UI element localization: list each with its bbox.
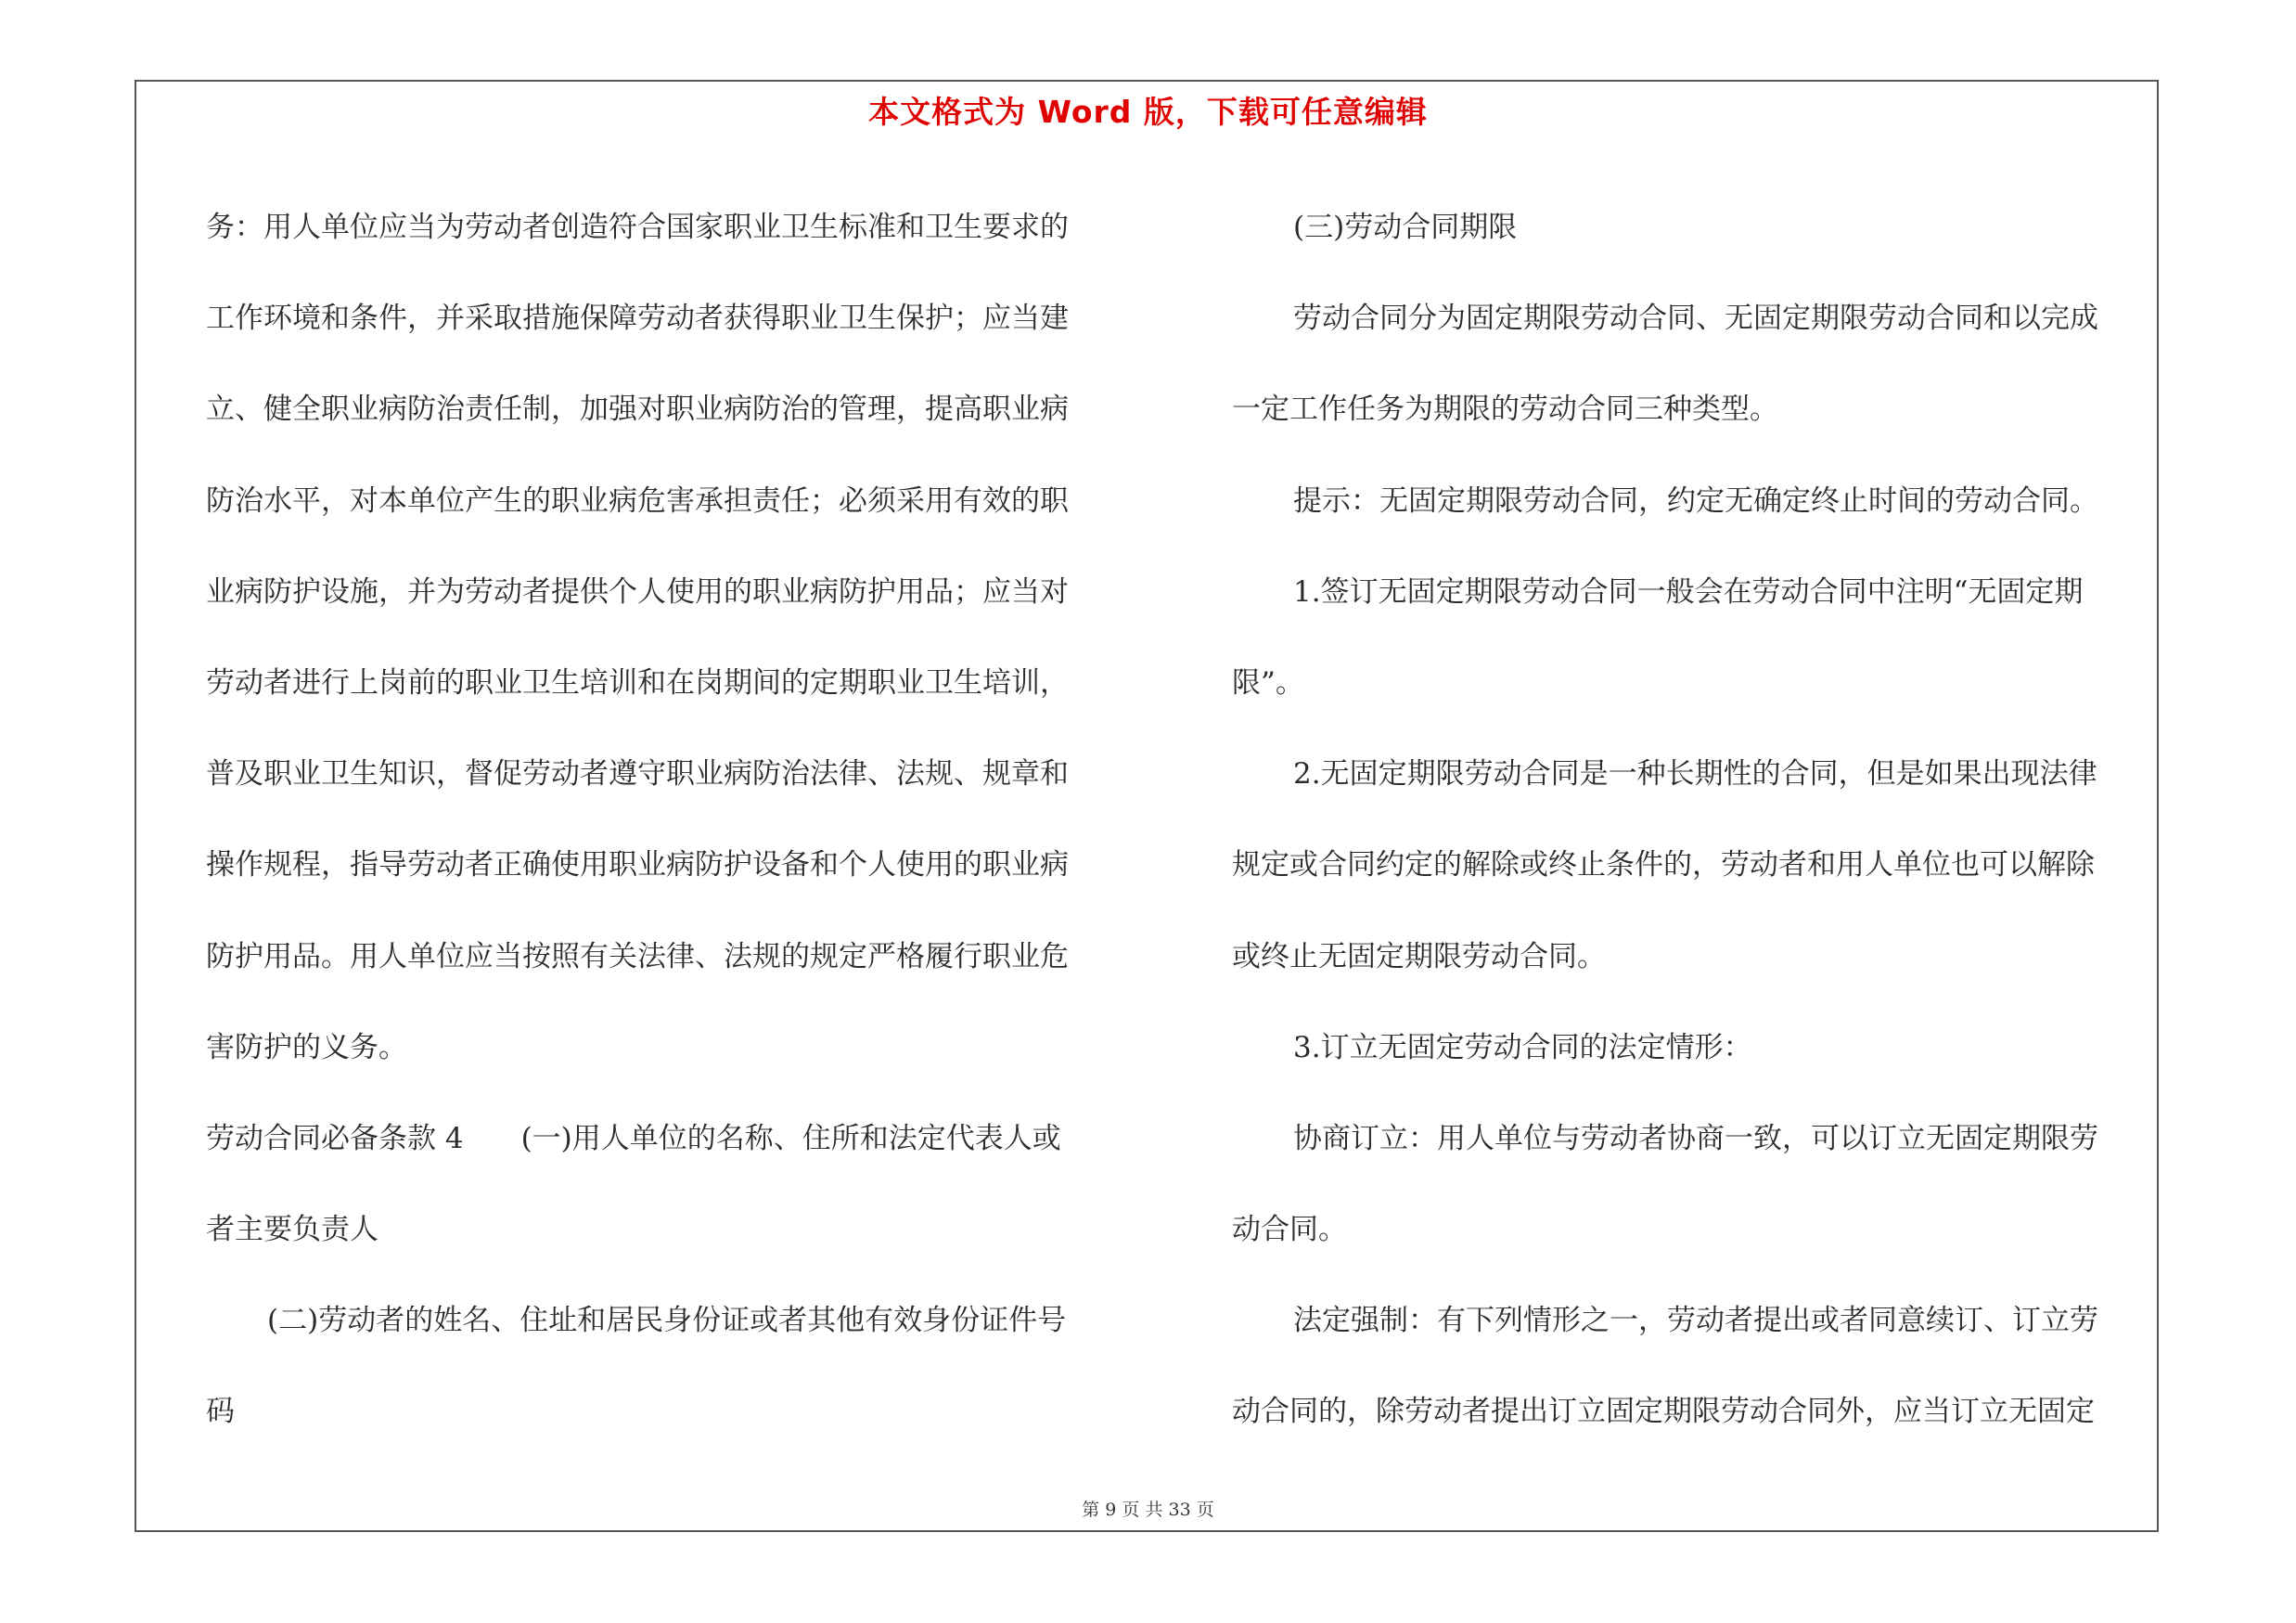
word-format-banner: 本文格式为 Word 版，下载可任意编辑 xyxy=(868,94,1428,130)
text-line: 劳动合同必备条款 4 (一)用人单位的名称、住所和法定代表人或 xyxy=(206,1121,1061,1155)
page-number: 第 9 页 共 33 页 xyxy=(1082,1500,1214,1520)
text-line: 害防护的义务。 xyxy=(206,1030,407,1064)
text-line: 立、健全职业病防治责任制，加强对职业病防治的管理，提高职业病 xyxy=(206,393,1069,427)
text-line: 劳动合同分为固定期限劳动合同、无固定期限劳动合同和以完成 xyxy=(1293,302,2098,336)
text-line: 3.订立无固定劳动合同的法定情形： xyxy=(1293,1030,1752,1064)
text-line: 劳动者进行上岗前的职业卫生培训和在岗期间的定期职业卫生培训， xyxy=(206,665,1069,700)
right-column xyxy=(1232,182,2160,1458)
text-line: 或终止无固定期限劳动合同。 xyxy=(1232,939,1606,973)
text-line: 普及职业卫生知识，督促劳动者遵守职业病防治法律、法规、规章和 xyxy=(206,757,1069,792)
text-line: 操作规程，指导劳动者正确使用职业病防护设备和个人使用的职业病 xyxy=(206,848,1069,882)
text-line: 务：用人单位应当为劳动者创造符合国家职业卫生标准和卫生要求的 xyxy=(206,211,1069,244)
text-line: 者主要负责人 xyxy=(206,1213,378,1247)
text-line: 防护用品。用人单位应当按照有关法律、法规的规定严格履行职业危 xyxy=(206,939,1069,973)
text-line: 动合同。 xyxy=(1232,1213,1347,1247)
text-line: 防治水平，对本单位产生的职业病危害承担责任；必须采用有效的职 xyxy=(206,483,1069,518)
text-line: 规定或合同约定的解除或终止条件的，劳动者和用人单位也可以解除 xyxy=(1232,848,2095,882)
text-line: (三)劳动合同期限 xyxy=(1293,211,1518,244)
text-line: 一定工作任务为期限的劳动合同三种类型。 xyxy=(1232,393,1778,427)
text-line: 限”。 xyxy=(1232,665,1304,700)
text-line: (二)劳动者的姓名、住址和居民身份证或者其他有效身份证件号 xyxy=(267,1304,1067,1338)
left-column xyxy=(206,182,1134,1458)
text-line: 业病防护设施，并为劳动者提供个人使用的职业病防护用品；应当对 xyxy=(206,574,1069,609)
text-line: 法定强制：有下列情形之一，劳动者提出或者同意续订、订立劳 xyxy=(1293,1304,2098,1338)
text-line: 动合同的，除劳动者提出订立固定期限劳动合同外，应当订立无固定 xyxy=(1232,1395,2095,1429)
text-line: 1.签订无固定期限劳动合同一般会在劳动合同中注明“无固定期 xyxy=(1293,574,2084,609)
text-line: 协商订立：用人单位与劳动者协商一致，可以订立无固定期限劳 xyxy=(1293,1121,2098,1155)
text-line: 工作环境和条件，并采取措施保障劳动者获得职业卫生保护；应当建 xyxy=(206,302,1069,336)
text-line: 码 xyxy=(206,1395,235,1429)
text-line: 提示：无固定期限劳动合同，约定无确定终止时间的劳动合同。 xyxy=(1293,483,2098,518)
text-line: 2.无固定期限劳动合同是一种长期性的合同，但是如果出现法律 xyxy=(1293,757,2097,792)
